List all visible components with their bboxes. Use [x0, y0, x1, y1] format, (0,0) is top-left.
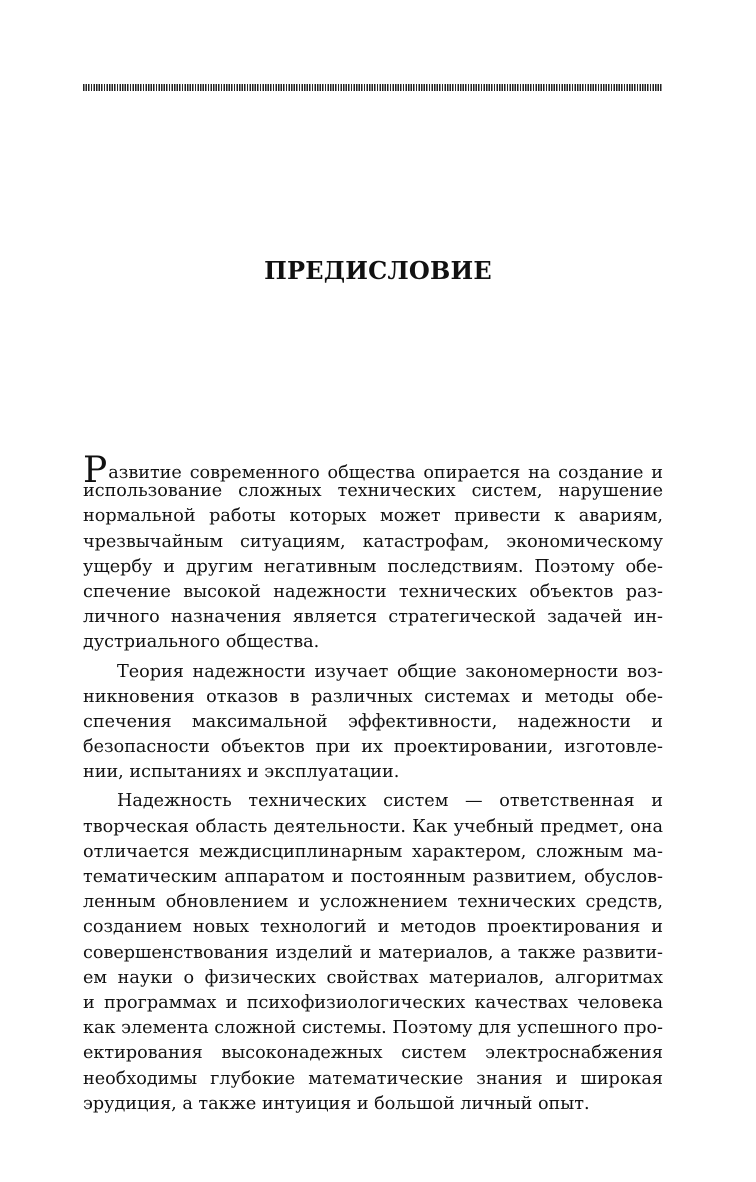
paragraph-1-line: Развитие современного общества опирается на создание и — [83, 450, 663, 491]
paragraph-3-line: необходимы глубокие математические знания и широкая — [83, 1068, 663, 1089]
paragraph-3-line: отличается междисциплинарным характером, сложным ма- — [83, 841, 663, 862]
paragraph-2-line: спечения максимальной эффективности, надежности и — [83, 711, 663, 732]
paragraph-3-line: ем науки о физических свойствах материалов, алгоритмах — [83, 967, 663, 988]
paragraph-3 — [83, 789, 663, 1116]
header-decorative-rule — [83, 84, 663, 91]
paragraph-1-line: личного назначения является стратегической задачей ин- — [83, 607, 663, 628]
paragraph-1-line: чрезвычайным ситуациям, катастрофам, экономическому — [83, 531, 663, 552]
paragraph-3-line: и программах и психофизиологических качествах человека — [83, 992, 663, 1013]
paragraph-2-line: нии, испытаниях и эксплуатации. — [83, 762, 400, 783]
paragraph-3-line: Надежность технических систем — ответственная и — [117, 791, 663, 812]
paragraph-1-line: спечение высокой надежности технических объектов раз- — [83, 581, 663, 602]
paragraph-2-line: безопасности объектов при их проектировании, изготовле- — [83, 737, 663, 758]
paragraph-3-line: созданием новых технологий и методов проектирования и — [83, 917, 663, 938]
paragraph-1-line: нормальной работы которых может привести к авариям, — [83, 506, 663, 527]
paragraph-1 — [83, 450, 663, 656]
paragraph-3-line: как элемента сложной системы. Поэтому для успешного про- — [83, 1018, 663, 1039]
paragraph-3-line: творческая область деятельности. Как учебный предмет, она — [83, 816, 663, 837]
paragraph-3-line: ленным обновлением и усложнением технических средств, — [83, 892, 663, 913]
paragraph-3-line: эрудиция, а также интуиция и большой личный опыт. — [83, 1093, 590, 1114]
paragraph-3-line: ектирования высоконадежных систем электроснабжения — [83, 1043, 663, 1064]
page-title: ПРЕДИСЛОВИЕ — [264, 256, 492, 285]
paragraph-2-line: никновения отказов в различных системах и методы обе- — [83, 686, 663, 707]
paragraph-1-line: использование сложных технических систем, нарушение — [83, 481, 663, 502]
paragraph-2 — [83, 660, 663, 786]
paragraph-1-line: дустриального общества. — [83, 632, 320, 653]
paragraph-1-line: ущербу и другим негативным последствиям. Поэтому обе- — [83, 556, 663, 577]
drop-cap: Р — [83, 450, 108, 491]
paragraph-3-line: тематическим аппаратом и постоянным развитием, обуслов- — [83, 867, 663, 887]
paragraph-3-line: совершенствования изделий и материалов, а также развити- — [83, 942, 663, 963]
paragraph-2-line: Теория надежности изучает общие закономерности воз- — [117, 661, 663, 682]
preface-body — [83, 450, 663, 1117]
